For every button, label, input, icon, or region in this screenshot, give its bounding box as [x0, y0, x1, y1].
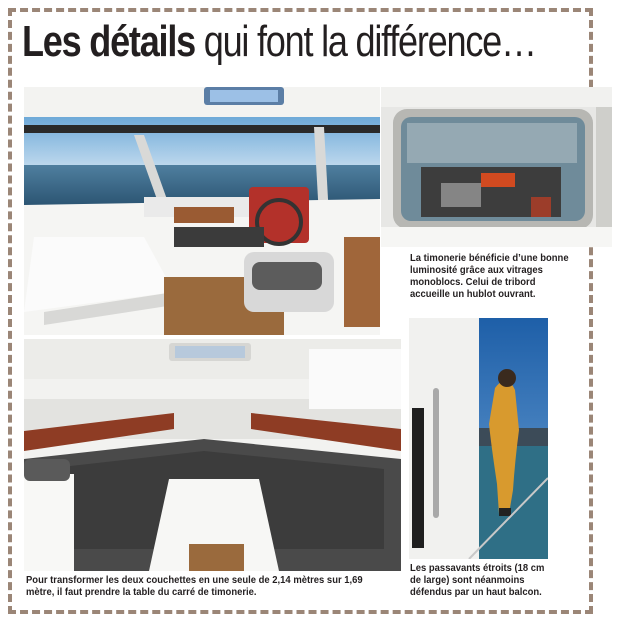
wheelhouse-caption: La timonerie bénéficie d’une bonne luminosité grâce aux vitrages monoblocs. Celui de tribord accueille un hublot ouvrant.	[410, 252, 569, 300]
walkway-caption: Les passavants étroits (18 cm de large) sont néanmoins défendus par un haut balcon.	[410, 562, 545, 598]
berths-caption: Pour transformer les deux couchettes en une seule de 2,14 mètres sur 1,69 mètre, il faut prendre la table du carré de timonerie.	[26, 574, 363, 598]
side-walkway-photo	[409, 318, 548, 559]
forward-cabin-berths-photo	[24, 339, 401, 571]
windshield-window-photo	[381, 87, 612, 247]
wheelhouse-interior-photo	[24, 87, 380, 335]
page-title: Les détails qui font la différence…	[22, 17, 536, 66]
